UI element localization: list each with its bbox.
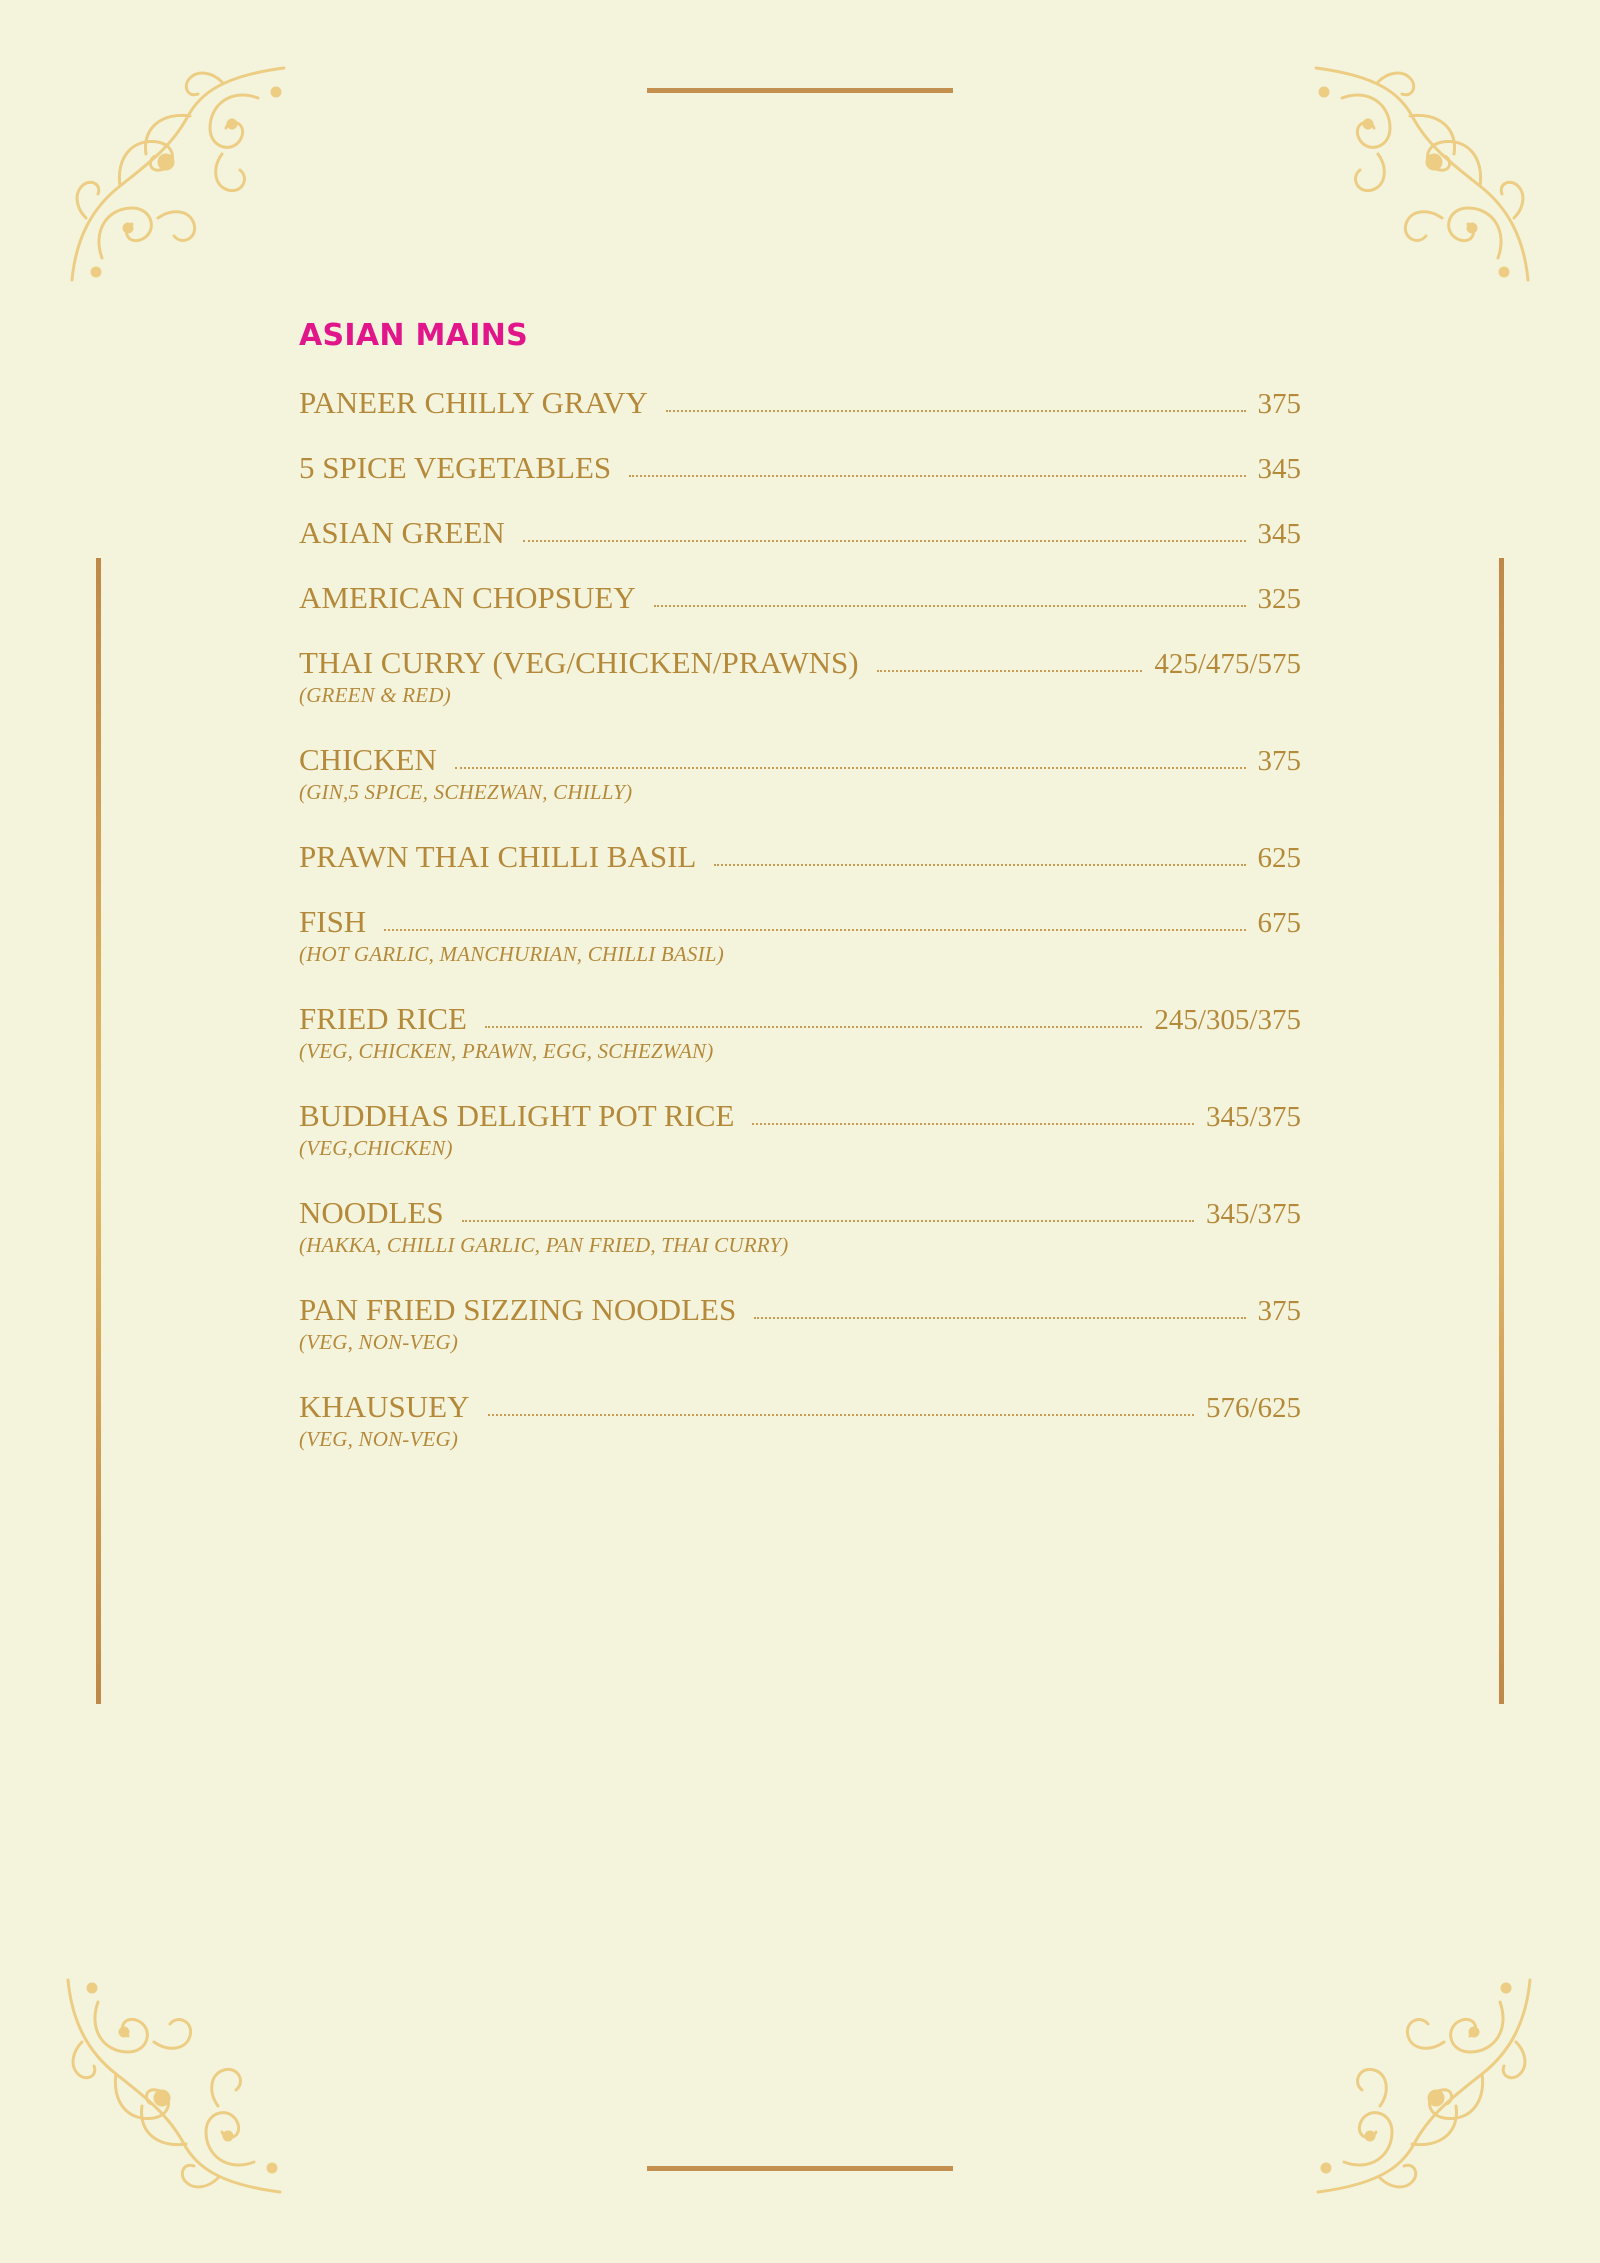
menu-item bbox=[299, 835, 1301, 900]
dot-leader bbox=[455, 767, 1246, 769]
menu-item-row bbox=[299, 1385, 1301, 1425]
menu-item-name: PRAWN THAI CHILLI BASIL bbox=[299, 839, 697, 874]
menu-item-description: (VEG, CHICKEN, PRAWN, EGG, SCHEZWAN) bbox=[299, 1039, 714, 1063]
menu-item-row bbox=[299, 446, 1301, 486]
menu-item-row bbox=[299, 381, 1301, 421]
menu-item-row bbox=[299, 576, 1301, 616]
menu-item-price: 345/375 bbox=[1205, 1101, 1301, 1133]
menu-item bbox=[299, 900, 1301, 997]
menu-item-name: AMERICAN CHOPSUEY bbox=[299, 580, 636, 615]
dot-leader bbox=[523, 540, 1246, 542]
menu-item-row bbox=[299, 1288, 1301, 1328]
menu-item bbox=[299, 511, 1301, 576]
menu-item bbox=[299, 1288, 1301, 1385]
menu-item-price: 375 bbox=[1257, 388, 1301, 420]
menu-item-price: 625 bbox=[1257, 842, 1301, 874]
menu-item-name: 5 SPICE VEGETABLES bbox=[299, 450, 612, 485]
menu-item-row bbox=[299, 738, 1301, 778]
menu-item-row bbox=[299, 1191, 1301, 1231]
menu-item-row bbox=[299, 835, 1301, 875]
menu-item-name: ASIAN GREEN bbox=[299, 515, 505, 550]
menu-list bbox=[299, 381, 1301, 1482]
menu-item-name: KHAUSUEY bbox=[299, 1389, 470, 1424]
menu-item-price: 345/375 bbox=[1205, 1198, 1301, 1230]
menu-item-price: 345 bbox=[1257, 518, 1301, 550]
menu-item-name: NOODLES bbox=[299, 1195, 444, 1230]
dot-leader bbox=[714, 864, 1245, 866]
menu-item-description: (GIN,5 SPICE, SCHEZWAN, CHILLY) bbox=[299, 780, 633, 804]
menu-item bbox=[299, 997, 1301, 1094]
menu-item-name: PANEER CHILLY GRAVY bbox=[299, 385, 648, 420]
menu-item-name: BUDDHAS DELIGHT POT RICE bbox=[299, 1098, 735, 1133]
menu-item-price: 675 bbox=[1257, 907, 1301, 939]
menu-item bbox=[299, 1191, 1301, 1288]
menu-item-description: (HOT GARLIC, MANCHURIAN, CHILLI BASIL) bbox=[299, 942, 724, 966]
filigree-corner-icon bbox=[58, 1972, 288, 2202]
dot-leader bbox=[666, 410, 1246, 412]
right-decorative-rule bbox=[1499, 558, 1504, 1704]
menu-item bbox=[299, 381, 1301, 446]
top-decorative-rule bbox=[647, 88, 953, 93]
menu-item-row bbox=[299, 1094, 1301, 1134]
menu-item-description: (VEG, NON-VEG) bbox=[299, 1330, 459, 1354]
filigree-corner-icon bbox=[1310, 1972, 1540, 2202]
menu-item-price: 375 bbox=[1257, 1295, 1301, 1327]
menu-item bbox=[299, 576, 1301, 641]
menu-item bbox=[299, 641, 1301, 738]
menu-item-price: 345 bbox=[1257, 453, 1301, 485]
menu-item bbox=[299, 1385, 1301, 1482]
menu-item-description: (GREEN & RED) bbox=[299, 683, 451, 707]
dot-leader bbox=[629, 475, 1245, 477]
menu-item-name: PAN FRIED SIZZING NOODLES bbox=[299, 1292, 737, 1327]
menu-item-row bbox=[299, 511, 1301, 551]
menu-item-row bbox=[299, 997, 1301, 1037]
menu-item-price: 375 bbox=[1257, 745, 1301, 777]
menu-item-price: 325 bbox=[1257, 583, 1301, 615]
bottom-decorative-rule bbox=[647, 2166, 953, 2171]
filigree-corner-icon bbox=[1308, 58, 1538, 288]
dot-leader bbox=[654, 605, 1246, 607]
dot-leader bbox=[485, 1026, 1142, 1028]
menu-item bbox=[299, 738, 1301, 835]
menu-item bbox=[299, 446, 1301, 511]
menu-item-row bbox=[299, 641, 1301, 681]
menu-item-description: (VEG, NON-VEG) bbox=[299, 1427, 459, 1451]
dot-leader bbox=[754, 1317, 1245, 1319]
menu-item-name: FRIED RICE bbox=[299, 1001, 467, 1036]
menu-item-row bbox=[299, 900, 1301, 940]
menu-item-name: THAI CURRY (VEG/CHICKEN/PRAWNS) bbox=[299, 645, 859, 680]
dot-leader bbox=[877, 670, 1143, 672]
dot-leader bbox=[752, 1123, 1193, 1125]
menu-item-name: CHICKEN bbox=[299, 742, 437, 777]
dot-leader bbox=[488, 1414, 1194, 1416]
dot-leader bbox=[462, 1220, 1194, 1222]
dot-leader bbox=[384, 929, 1245, 931]
menu-item-description: (VEG,CHICKEN) bbox=[299, 1136, 453, 1160]
section-title: ASIAN MAINS bbox=[299, 318, 529, 353]
menu-item bbox=[299, 1094, 1301, 1191]
menu-item-description: (HAKKA, CHILLI GARLIC, PAN FRIED, THAI CURRY) bbox=[299, 1233, 789, 1257]
menu-item-name: FISH bbox=[299, 904, 367, 939]
menu-item-price: 245/305/375 bbox=[1154, 1004, 1301, 1036]
left-decorative-rule bbox=[96, 558, 101, 1704]
menu-item-price: 576/625 bbox=[1205, 1392, 1301, 1424]
menu-item-price: 425/475/575 bbox=[1154, 648, 1301, 680]
filigree-corner-icon bbox=[62, 58, 292, 288]
